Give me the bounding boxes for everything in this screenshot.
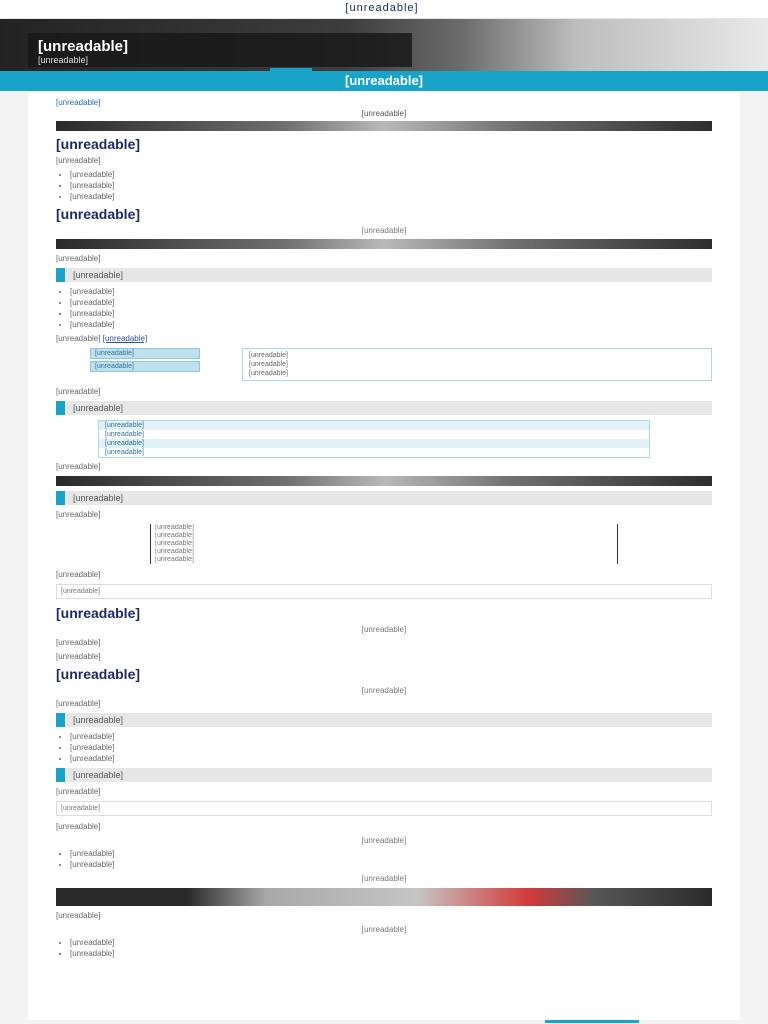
site-logo[interactable]: [unreadable] bbox=[345, 2, 419, 14]
inline-link[interactable]: [unreadable] bbox=[102, 334, 148, 343]
hero-subtitle: [unreadable] bbox=[38, 55, 89, 65]
heading-4: [unreadable] bbox=[56, 666, 141, 682]
hero-title: [unreadable] bbox=[38, 39, 129, 55]
centered-box-row: [unreadable] bbox=[155, 548, 194, 555]
section-marker bbox=[56, 768, 65, 782]
tag-label: [unreadable] bbox=[90, 348, 200, 359]
definition-list bbox=[56, 287, 712, 330]
list-item: • [unreadable] bbox=[70, 309, 712, 319]
tag-label: [unreadable] bbox=[90, 361, 200, 372]
centered-box-row: [unreadable] bbox=[155, 556, 194, 563]
paragraph-11: [unreadable] bbox=[56, 911, 101, 920]
link-paragraph-text: [unreadable] bbox=[56, 334, 101, 343]
article-subtitle: [unreadable] bbox=[361, 109, 407, 118]
breadcrumb[interactable]: [unreadable] bbox=[56, 98, 101, 107]
section-subheading: [unreadable] bbox=[361, 226, 407, 235]
hero-accent-bar bbox=[270, 68, 312, 71]
section-heading: [unreadable] bbox=[56, 206, 141, 222]
list-item: • [unreadable] bbox=[70, 754, 712, 764]
quote-box-2: [unreadable] bbox=[56, 801, 712, 816]
subheading-3: [unreadable] bbox=[361, 625, 407, 634]
section-marker bbox=[56, 268, 65, 282]
section-body: [unreadable] bbox=[56, 254, 101, 263]
centered-box-row: [unreadable] bbox=[155, 524, 194, 531]
list-item: • [unreadable] bbox=[70, 170, 712, 180]
list-item: • [unreadable] bbox=[70, 860, 712, 870]
list-item: [unreadable] bbox=[249, 370, 288, 377]
paragraph-2: [unreadable] bbox=[56, 387, 101, 396]
subheading-7: [unreadable] bbox=[361, 925, 407, 934]
list-item: • [unreadable] bbox=[70, 192, 712, 202]
label-stack bbox=[90, 348, 200, 372]
list-6 bbox=[56, 938, 712, 959]
paragraph-7: [unreadable] bbox=[56, 652, 101, 661]
list-item: [unreadable] bbox=[249, 352, 288, 359]
subheading-5: [unreadable] bbox=[361, 836, 407, 845]
table-row: [unreadable] bbox=[105, 449, 144, 456]
subheading-4: [unreadable] bbox=[361, 686, 407, 695]
list-item: • [unreadable] bbox=[70, 320, 712, 330]
page-banner: [unreadable] bbox=[0, 71, 768, 91]
quote-box: [unreadable] bbox=[56, 584, 712, 599]
list-item: • [unreadable] bbox=[70, 298, 712, 308]
section-bar-4 bbox=[56, 768, 712, 782]
list-item: • [unreadable] bbox=[70, 732, 712, 742]
definition-label: [unreadable] bbox=[73, 270, 124, 280]
table-row: [unreadable] bbox=[99, 439, 649, 448]
paragraph-6: [unreadable] bbox=[56, 638, 101, 647]
section-bar-3 bbox=[56, 713, 712, 727]
centered-box-row: [unreadable] bbox=[155, 532, 194, 539]
inline-image bbox=[56, 476, 712, 486]
strip-bar bbox=[56, 401, 712, 415]
footer-accent-bar bbox=[545, 1020, 639, 1023]
paragraph-10: [unreadable] bbox=[56, 822, 101, 831]
hero-image bbox=[0, 19, 768, 71]
section-marker bbox=[56, 713, 65, 727]
article-image bbox=[56, 121, 712, 131]
top-bar bbox=[0, 0, 768, 19]
paragraph-4: [unreadable] bbox=[56, 510, 101, 519]
list-item: [unreadable] bbox=[249, 361, 288, 368]
subheading-6: [unreadable] bbox=[361, 874, 407, 883]
section-marker bbox=[56, 401, 65, 415]
centered-box bbox=[150, 524, 618, 564]
paragraph-8: [unreadable] bbox=[56, 699, 101, 708]
section-bar-3-label: [unreadable] bbox=[73, 715, 124, 725]
table-row: [unreadable] bbox=[99, 421, 649, 430]
list-item: • [unreadable] bbox=[70, 949, 712, 959]
section-bar-2 bbox=[56, 491, 712, 505]
intro-paragraph: [unreadable] bbox=[56, 156, 101, 165]
bordered-list bbox=[242, 348, 712, 381]
list-item: • [unreadable] bbox=[70, 287, 712, 297]
list-item: • [unreadable] bbox=[70, 743, 712, 753]
section-bar-4-label: [unreadable] bbox=[73, 770, 124, 780]
list-item: • [unreadable] bbox=[70, 181, 712, 191]
section-image bbox=[56, 239, 712, 249]
intro-list bbox=[56, 170, 712, 202]
table-row: [unreadable] bbox=[105, 431, 144, 438]
heading-3: [unreadable] bbox=[56, 605, 141, 621]
section-bar-2-label: [unreadable] bbox=[73, 493, 124, 503]
strip-heading: [unreadable] bbox=[73, 403, 124, 413]
list-item: • [unreadable] bbox=[70, 849, 712, 859]
hero-card bbox=[28, 33, 412, 67]
label-box-row bbox=[56, 348, 712, 381]
list-item: • [unreadable] bbox=[70, 938, 712, 948]
article-content bbox=[28, 92, 740, 1020]
paragraph-9: [unreadable] bbox=[56, 787, 101, 796]
definition-bar bbox=[56, 268, 712, 282]
link-paragraph bbox=[56, 334, 712, 344]
strip-table bbox=[98, 420, 650, 458]
bottom-image bbox=[56, 888, 712, 906]
list-4 bbox=[56, 732, 712, 764]
section-marker bbox=[56, 491, 65, 505]
paragraph-3: [unreadable] bbox=[56, 462, 101, 471]
centered-box-row: [unreadable] bbox=[155, 540, 194, 547]
list-5 bbox=[56, 849, 712, 870]
intro-heading: [unreadable] bbox=[56, 136, 141, 152]
paragraph-5: [unreadable] bbox=[56, 570, 101, 579]
